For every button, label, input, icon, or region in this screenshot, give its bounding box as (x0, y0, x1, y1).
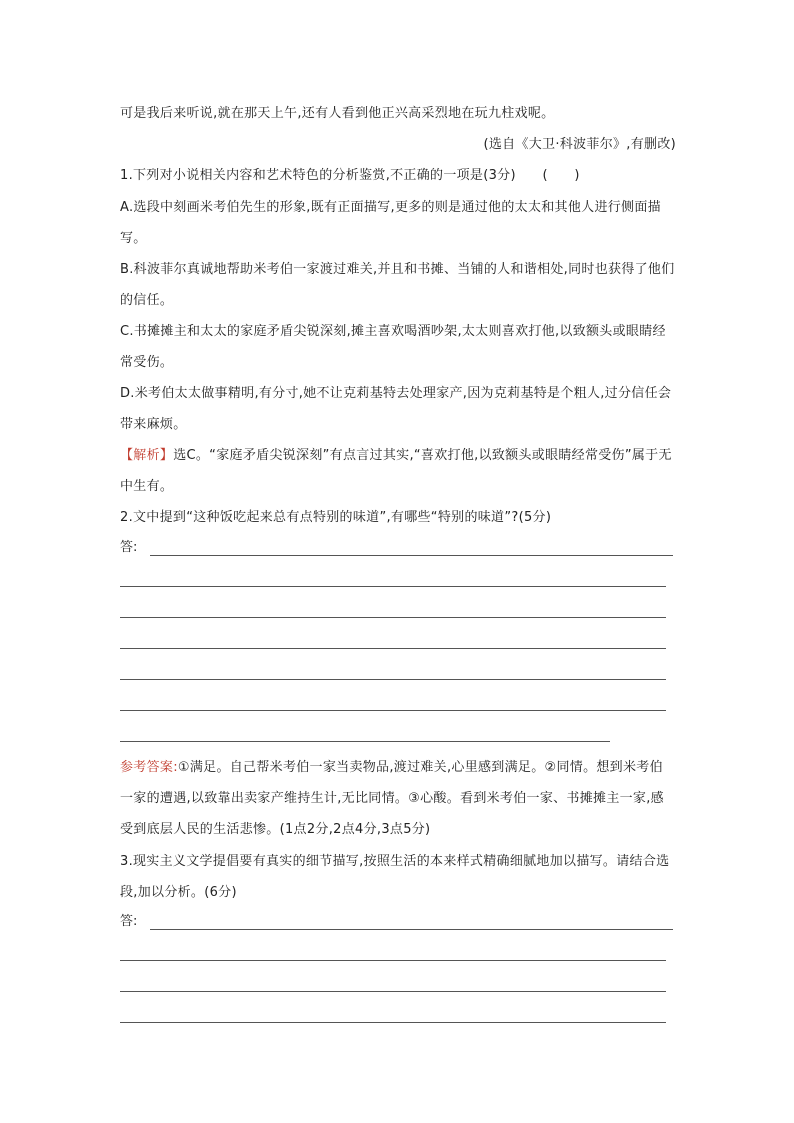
story-last-line: 可是我后来听说,就在那天上午,还有人看到他正兴高采烈地在玩九柱戏呢。 (120, 106, 555, 121)
q3-answer-line-1[interactable] (150, 929, 673, 930)
q1-analysis (120, 440, 676, 502)
q3-answer-line-2[interactable] (120, 960, 666, 961)
q1-option-b: B.科波菲尔真诚地帮助米考伯一家渡过难关,并且和书摊、当铺的人和谐相处,同时也获得了他们的信任。 (120, 262, 675, 308)
q3-answer-line-4[interactable] (120, 1022, 666, 1023)
q2-answer-line-3[interactable] (120, 617, 666, 618)
q2-answer-line-6[interactable] (120, 710, 666, 711)
q2-answer-line-5[interactable] (120, 679, 666, 680)
q1-option-c: C.书摊摊主和太太的家庭矛盾尖锐深刻,摊主喜欢喝酒吵架,太太则喜欢打他,以致额头或眼睛经常受伤。 (120, 324, 666, 370)
q2-answer-line-2[interactable] (120, 586, 666, 587)
q2-answer-prefix: 答: (120, 540, 138, 555)
q2-stem: 2.文中提到“这种饭吃起来总有点特别的味道”,有哪些“特别的味道”?(5分) (120, 510, 552, 525)
q3-stem: 3.现实主义文学提倡要有真实的细节描写,按照生活的本来样式精确细腻地加以描写。请结合选段,加以分析。(6分) (120, 854, 670, 900)
q1-option-d: D.米考伯太太做事精明,有分寸,她不让克莉基特去处理家产,因为克莉基特是个粗人,过分信任会带来麻烦。 (120, 386, 672, 432)
q2-reference-answer (120, 752, 676, 845)
reference-label: 参考答案: (120, 760, 178, 775)
q2-answer-line-1[interactable] (150, 555, 673, 556)
q1-stem: 1.下列对小说相关内容和艺术特色的分析鉴赏,不正确的一项是(3分) ( ) (120, 168, 580, 183)
q2-answer-line-7[interactable] (120, 741, 610, 742)
reference-text: ①满足。自己帮米考伯一家当卖物品,渡过难关,心里感到满足。②同情。想到米考伯一家的遭遇,以致靠出卖家产维持生计,无比同情。③心酸。看到米考伯一家、书摊摊主一家,感受到底层人民的生活悲惨。(1点2分,2点4分,3点5分) (120, 760, 664, 837)
analysis-label: 【解析】 (120, 448, 174, 463)
q1-option-a: A.选段中刻画米考伯先生的形象,既有正面描写,更多的则是通过他的太太和其他人进行侧面描写。 (120, 200, 661, 246)
q2-answer-line-4[interactable] (120, 648, 666, 649)
q3-answer-prefix: 答: (120, 914, 138, 929)
analysis-text: 选C。“家庭矛盾尖锐深刻”有点言过其实,“喜欢打他,以致额头或眼睛经常受伤”属于无中生有。 (120, 448, 672, 494)
q3-answer-line-3[interactable] (120, 991, 666, 992)
source-citation: (选自《大卫·科波菲尔》,有删改) (483, 137, 676, 152)
